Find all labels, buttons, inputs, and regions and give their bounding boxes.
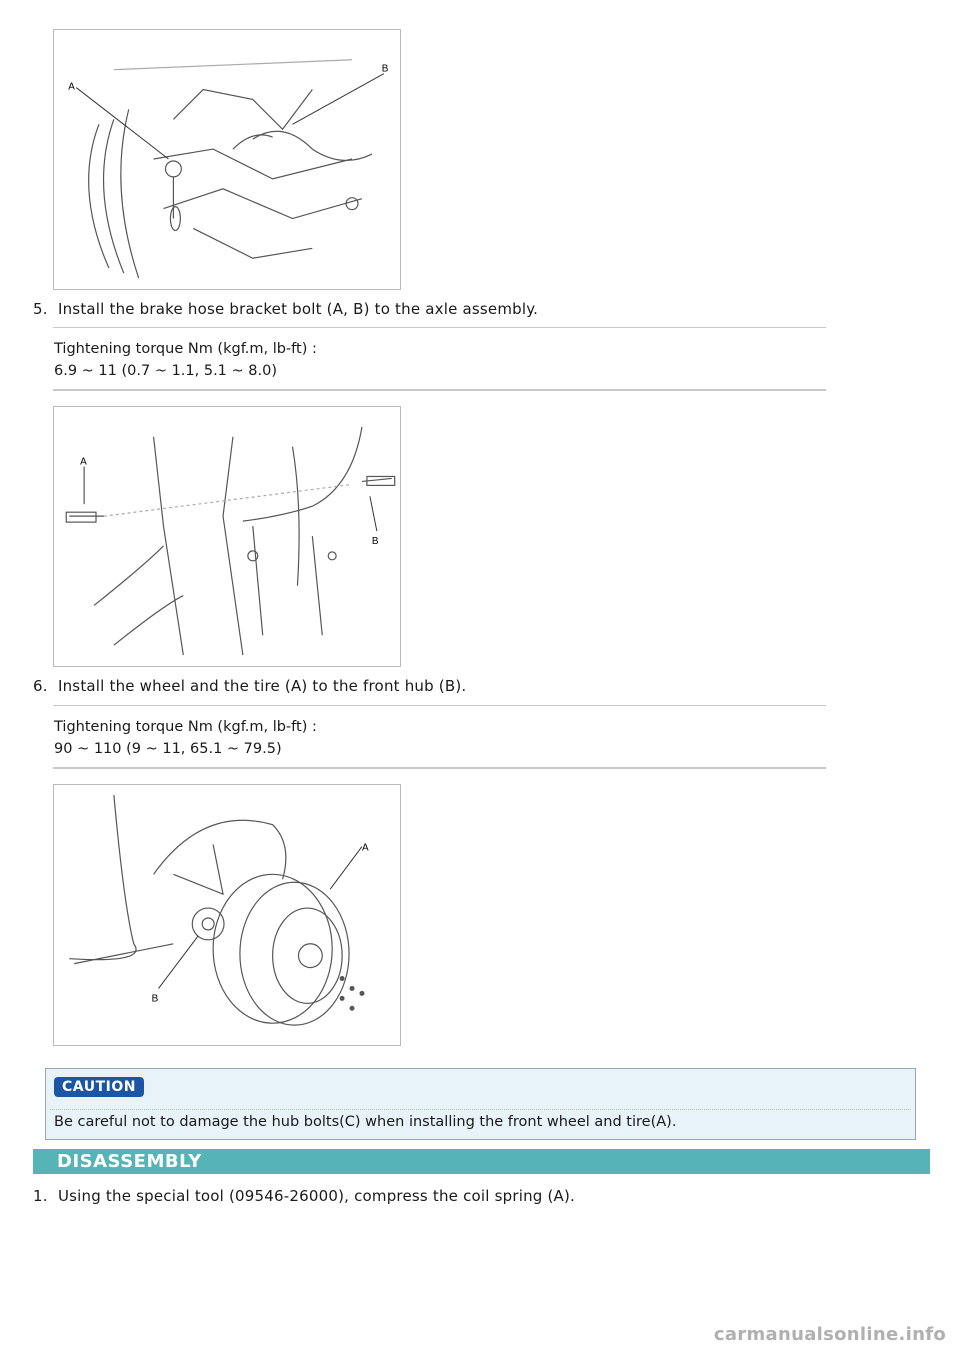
bracket-bolts-illustration bbox=[54, 407, 400, 666]
step-5 bbox=[33, 300, 538, 318]
torque-spec-value: 90 ~ 110 (9 ~ 11, 65.1 ~ 79.5) bbox=[54, 741, 282, 757]
torque-spec-2 bbox=[53, 705, 826, 769]
svg-text:B: B bbox=[151, 993, 159, 1005]
step-text: Install the brake hose bracket bolt (A, B) to the axle assembly. bbox=[57, 300, 539, 318]
figure-wheel-tire bbox=[53, 784, 401, 1046]
section-heading-disassembly: DISASSEMBLY bbox=[33, 1149, 930, 1174]
svg-text:A: A bbox=[80, 456, 87, 468]
step-number: 1. bbox=[33, 1187, 48, 1205]
caution-badge: CAUTION bbox=[54, 1077, 144, 1097]
brake-hose-bracket-illustration bbox=[54, 30, 400, 289]
disassembly-step-1 bbox=[33, 1187, 575, 1205]
torque-spec-value: 6.9 ~ 11 (0.7 ~ 1.1, 5.1 ~ 8.0) bbox=[54, 363, 277, 379]
step-number: 6. bbox=[33, 677, 48, 695]
caution-box bbox=[45, 1068, 916, 1140]
step-text: Install the wheel and the tire (A) to the front hub (B). bbox=[57, 677, 467, 695]
torque-spec-label: Tightening torque Nm (kgf.m, lb-ft) : bbox=[54, 719, 317, 735]
caution-text: Be careful not to damage the hub bolts(C) when installing the front wheel and tire(A). bbox=[54, 1114, 677, 1130]
figure-brake-hose-bracket bbox=[53, 29, 401, 290]
torque-spec-label: Tightening torque Nm (kgf.m, lb-ft) : bbox=[54, 341, 317, 357]
svg-text:A: A bbox=[68, 81, 75, 93]
svg-text:A: A bbox=[361, 842, 369, 854]
step-text: Using the special tool (09546-26000), compress the coil spring (A). bbox=[57, 1187, 576, 1205]
wheel-tire-illustration bbox=[54, 785, 400, 1045]
step-number: 5. bbox=[33, 300, 48, 318]
svg-text:B: B bbox=[381, 63, 389, 75]
watermark-text[interactable]: carmanualsonline.info bbox=[713, 1324, 946, 1345]
svg-text:B: B bbox=[371, 535, 379, 547]
step-6 bbox=[33, 677, 466, 695]
torque-spec-1 bbox=[53, 327, 826, 391]
figure-bracket-bolts bbox=[53, 406, 401, 667]
caution-divider bbox=[50, 1109, 911, 1110]
